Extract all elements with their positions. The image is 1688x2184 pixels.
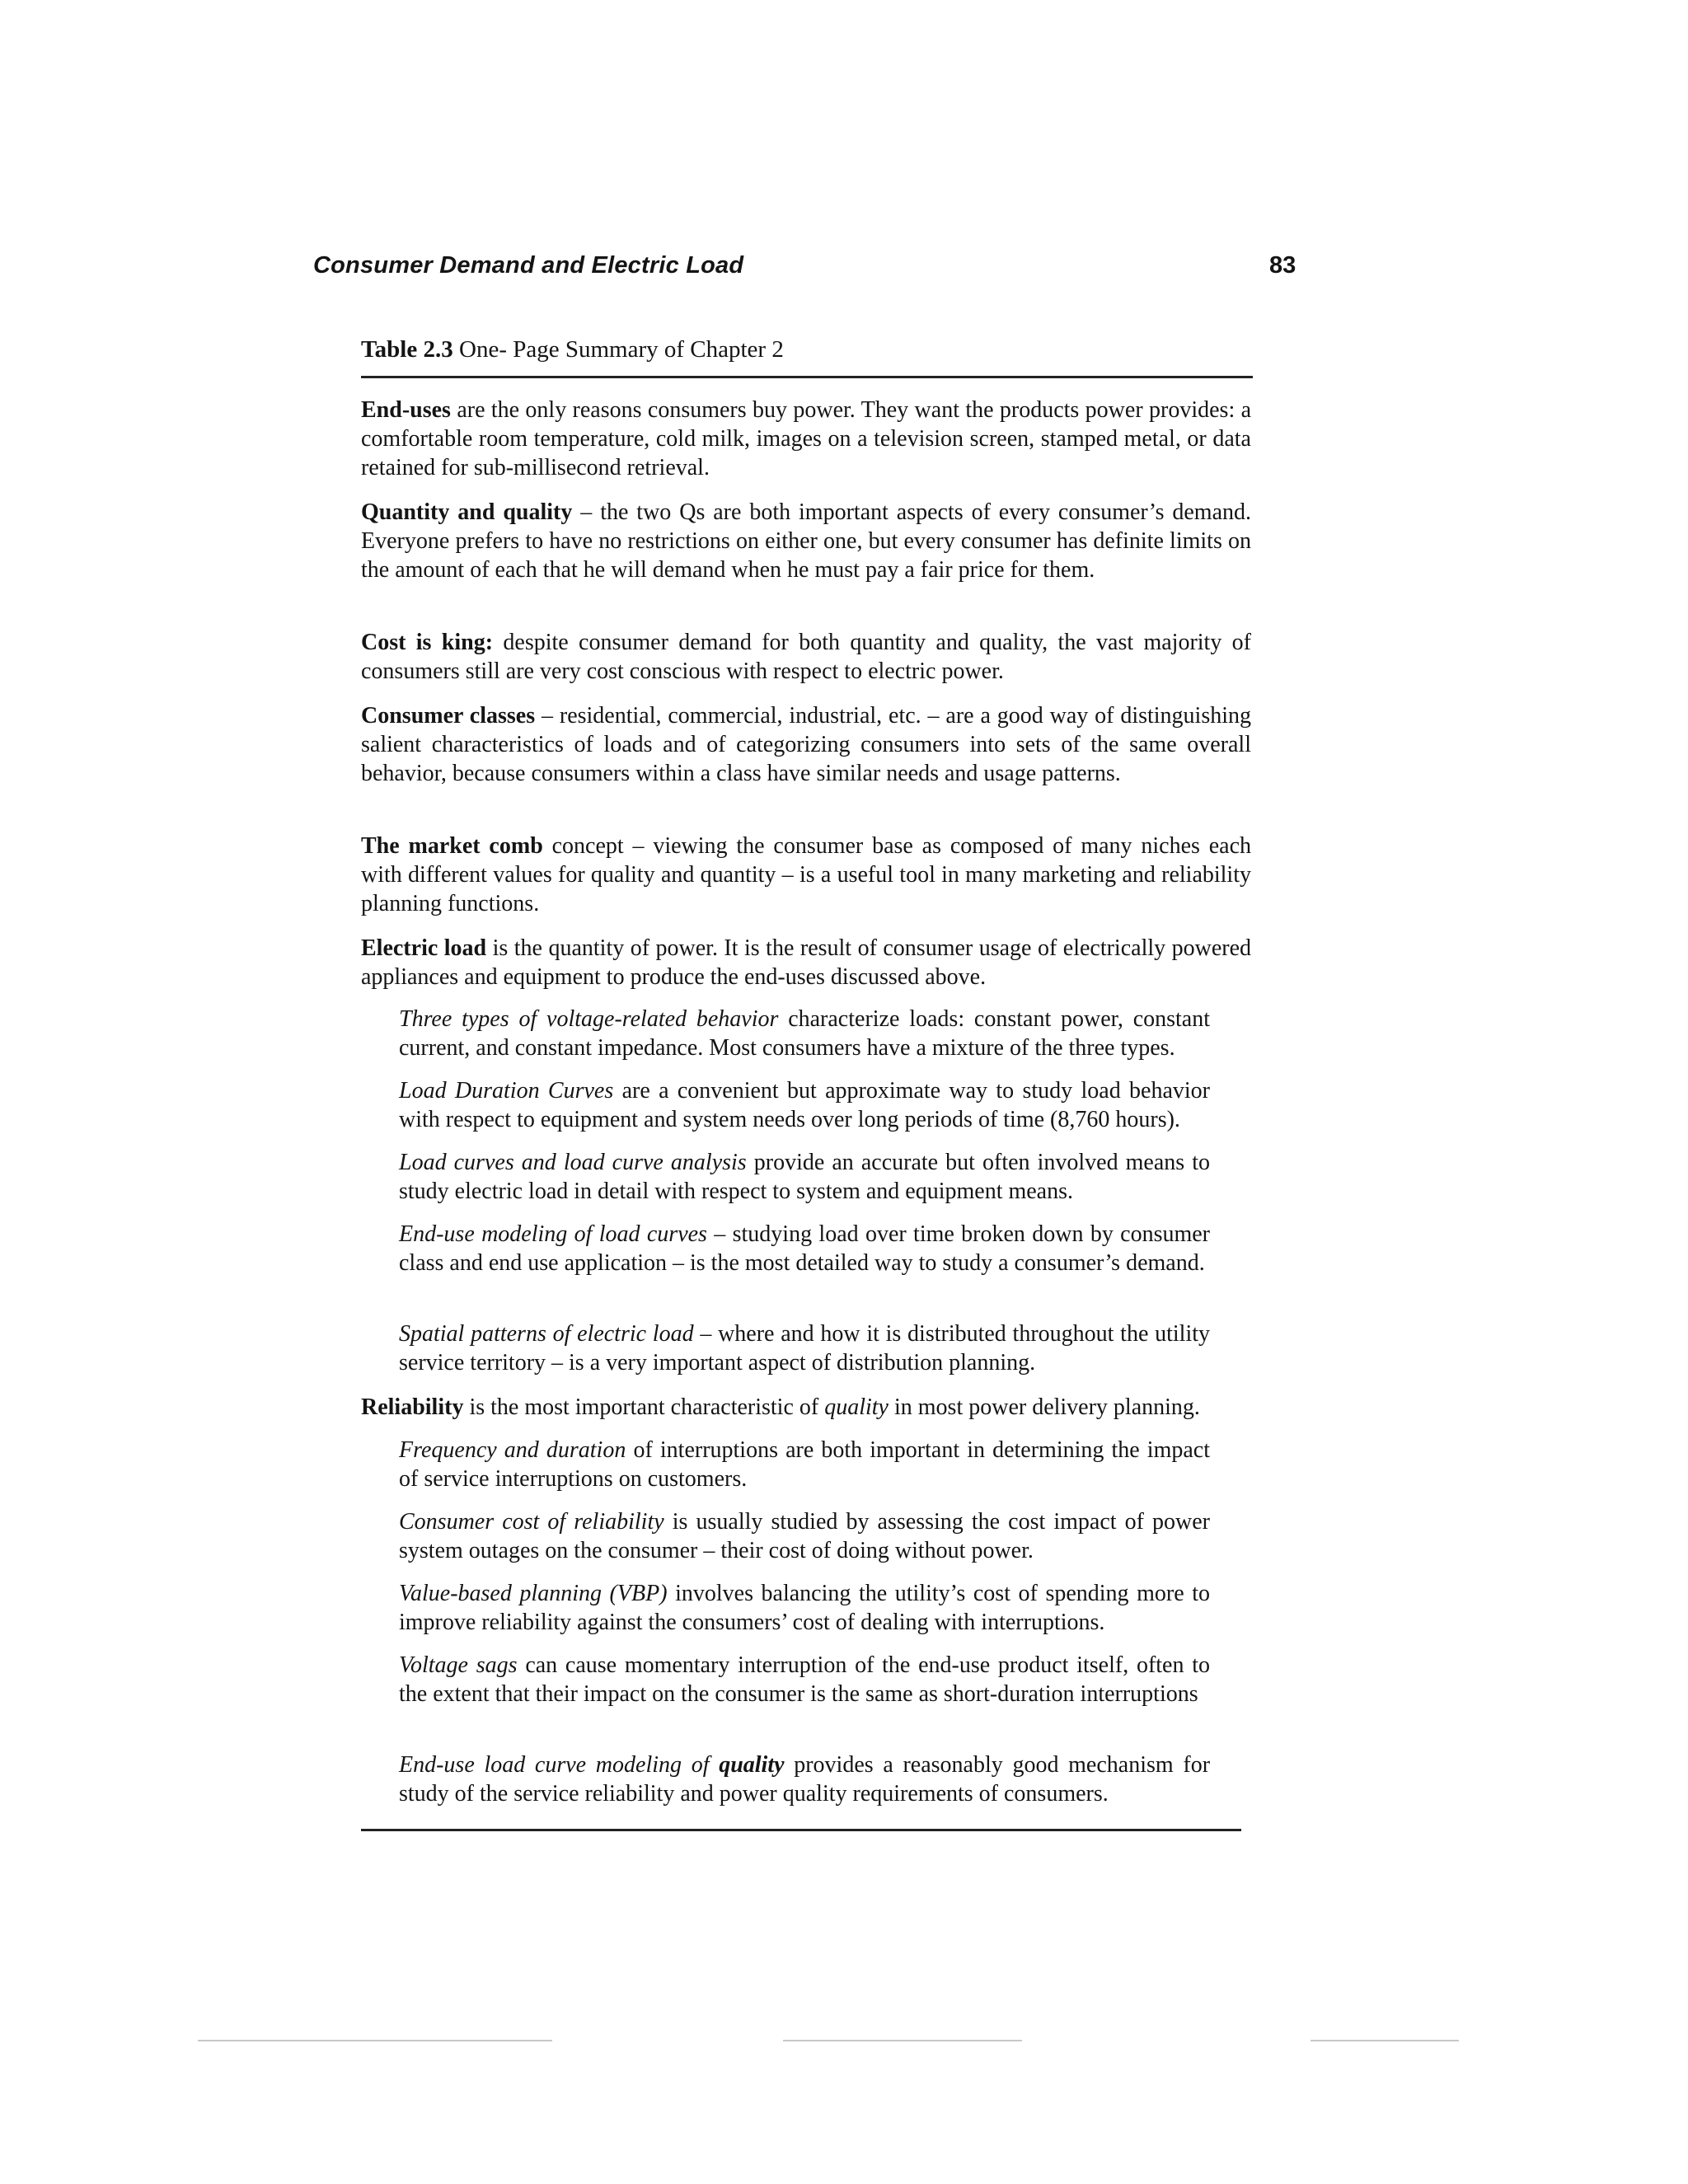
- item-term: Quantity and quality: [361, 499, 573, 525]
- running-header-title: Consumer Demand and Electric Load: [313, 252, 744, 279]
- table-bottom-rule: [361, 1829, 1241, 1831]
- subitem-term: Load Duration Curves: [399, 1078, 614, 1104]
- load-subitem-end-use-modeling: [399, 1220, 1210, 1277]
- load-subitem-duration-curves: [399, 1076, 1210, 1134]
- subitem-text: is usually studied by assessing the cost impact of power system outages on the consumer – their cost of doing without power.: [399, 1509, 1211, 1563]
- item-term-prefix: The: [361, 833, 400, 859]
- subitem-text: provides a reasonably good mechanism for study of the service reliability and power quality requirements of consumers.: [399, 1752, 1211, 1807]
- summary-item-end-uses: [361, 396, 1251, 482]
- subitem-text: of interruptions are both important in determining the impact of service interruptions on customers.: [399, 1437, 1211, 1492]
- subitem-term: Consumer cost of reliability: [399, 1509, 664, 1535]
- subitem-text: – studying load over time broken down by consumer class and end use application – is the most detailed way to study a consumer’s demand.: [399, 1221, 1211, 1276]
- item-text: is the quantity of power. It is the result of consumer usage of electrically powered appliances and equipment to produce the end-uses discussed above.: [361, 935, 1252, 990]
- item-text: – the two Qs are both important aspects of every consumer’s demand. Everyone prefers to have no restrictions on either one, but every consumer has definite limits on the amount of each that he will demand when he must pay a fair price for them.: [361, 499, 1252, 583]
- load-subitem-spatial-patterns: [399, 1319, 1210, 1377]
- summary-item-market-comb: [361, 832, 1251, 918]
- subitem-term: Load curves and load curve analysis: [399, 1150, 747, 1175]
- item-term: market comb: [408, 833, 543, 859]
- reliability-subitem-frequency-duration: [399, 1436, 1210, 1493]
- subitem-term: Voltage sags: [399, 1652, 518, 1678]
- subitem-term: Spatial patterns of electric load: [399, 1321, 694, 1347]
- reliability-subitem-value-based-planning: [399, 1579, 1210, 1637]
- scan-speck: [198, 2040, 552, 2041]
- load-subitem-voltage-behavior: [399, 1005, 1210, 1062]
- item-text-after: in most power delivery planning.: [893, 1394, 1200, 1420]
- item-term: Consumer classes: [361, 703, 536, 729]
- item-term: Electric load: [361, 935, 487, 961]
- subitem-term: Value-based planning (VBP): [399, 1581, 668, 1606]
- table-label: Table 2.3: [361, 336, 453, 363]
- item-term: Cost is king:: [361, 630, 494, 655]
- summary-item-quantity-quality: [361, 498, 1251, 584]
- item-italic-word: quality: [824, 1394, 889, 1420]
- item-term: Reliability: [361, 1394, 464, 1420]
- page-number: 83: [1269, 252, 1296, 279]
- subitem-term: End-use modeling of load curves: [399, 1221, 707, 1247]
- scan-speck: [783, 2040, 1022, 2041]
- item-text: – residential, commercial, industrial, etc. – are a good way of distinguishing salient characteristics of loads and of categorizing consumers into sets of the same overall behavior, because consumers within a class have similar needs and usage patterns.: [361, 703, 1252, 786]
- subitem-text: characterize loads: constant power, constant current, and constant impedance. Most consumers have a mixture of the three types.: [399, 1006, 1211, 1061]
- subitem-text: can cause momentary interruption of the end-use product itself, often to the extent that their impact on the consumer is the same as short-duration interruptions: [399, 1652, 1211, 1707]
- item-text: are the only reasons consumers buy power. They want the products power provides: a comfortable room temperature, cold milk, images on a television screen, stamped metal, or data retained for sub-millisecond retrieval.: [361, 397, 1252, 480]
- reliability-subitem-quality-modeling: [399, 1750, 1210, 1808]
- load-subitem-curve-analysis: [399, 1148, 1210, 1206]
- scan-speck: [1311, 2040, 1459, 2041]
- subitem-text: are a convenient but approximate way to study load behavior with respect to equipment and system needs over long periods of time (8,760 hours).: [399, 1078, 1210, 1132]
- reliability-subitem-consumer-cost: [399, 1507, 1210, 1565]
- table-caption-text: One- Page Summary of Chapter 2: [459, 336, 784, 363]
- summary-item-consumer-classes: [361, 701, 1251, 788]
- item-text: despite consumer demand for both quantity and quality, the vast majority of consumers still are very cost conscious with respect to electric power.: [361, 630, 1251, 684]
- item-text-before: is the most important characteristic of: [469, 1394, 819, 1420]
- subitem-text: involves balancing the utility’s cost of spending more to improve reliability against the consumers’ cost of dealing with interruptions.: [399, 1581, 1210, 1635]
- item-text: concept – viewing the consumer base as composed of many niches each with different values for quality and quantity – is a useful tool in many marketing and reliability planning functions.: [361, 833, 1252, 916]
- summary-item-electric-load: [361, 934, 1251, 991]
- item-term: End-uses: [361, 397, 451, 423]
- subitem-term: Frequency and duration: [399, 1437, 626, 1463]
- reliability-subitem-voltage-sags: [399, 1651, 1210, 1708]
- subitem-term: Three types of voltage-related behavior: [399, 1006, 779, 1032]
- table-top-rule: [361, 376, 1253, 378]
- subitem-term: End-use load curve modeling of: [399, 1752, 710, 1778]
- subitem-text: provide an accurate but often involved means to study electric load in detail with respect to system and equipment means.: [399, 1150, 1211, 1204]
- table-caption: [361, 336, 784, 363]
- summary-item-reliability: [361, 1393, 1251, 1422]
- subitem-term-bold: quality: [719, 1752, 785, 1778]
- subitem-text: – where and how it is distributed throughout the utility service territory – is a very important aspect of distribution planning.: [399, 1321, 1211, 1376]
- summary-item-cost-is-king: [361, 628, 1251, 686]
